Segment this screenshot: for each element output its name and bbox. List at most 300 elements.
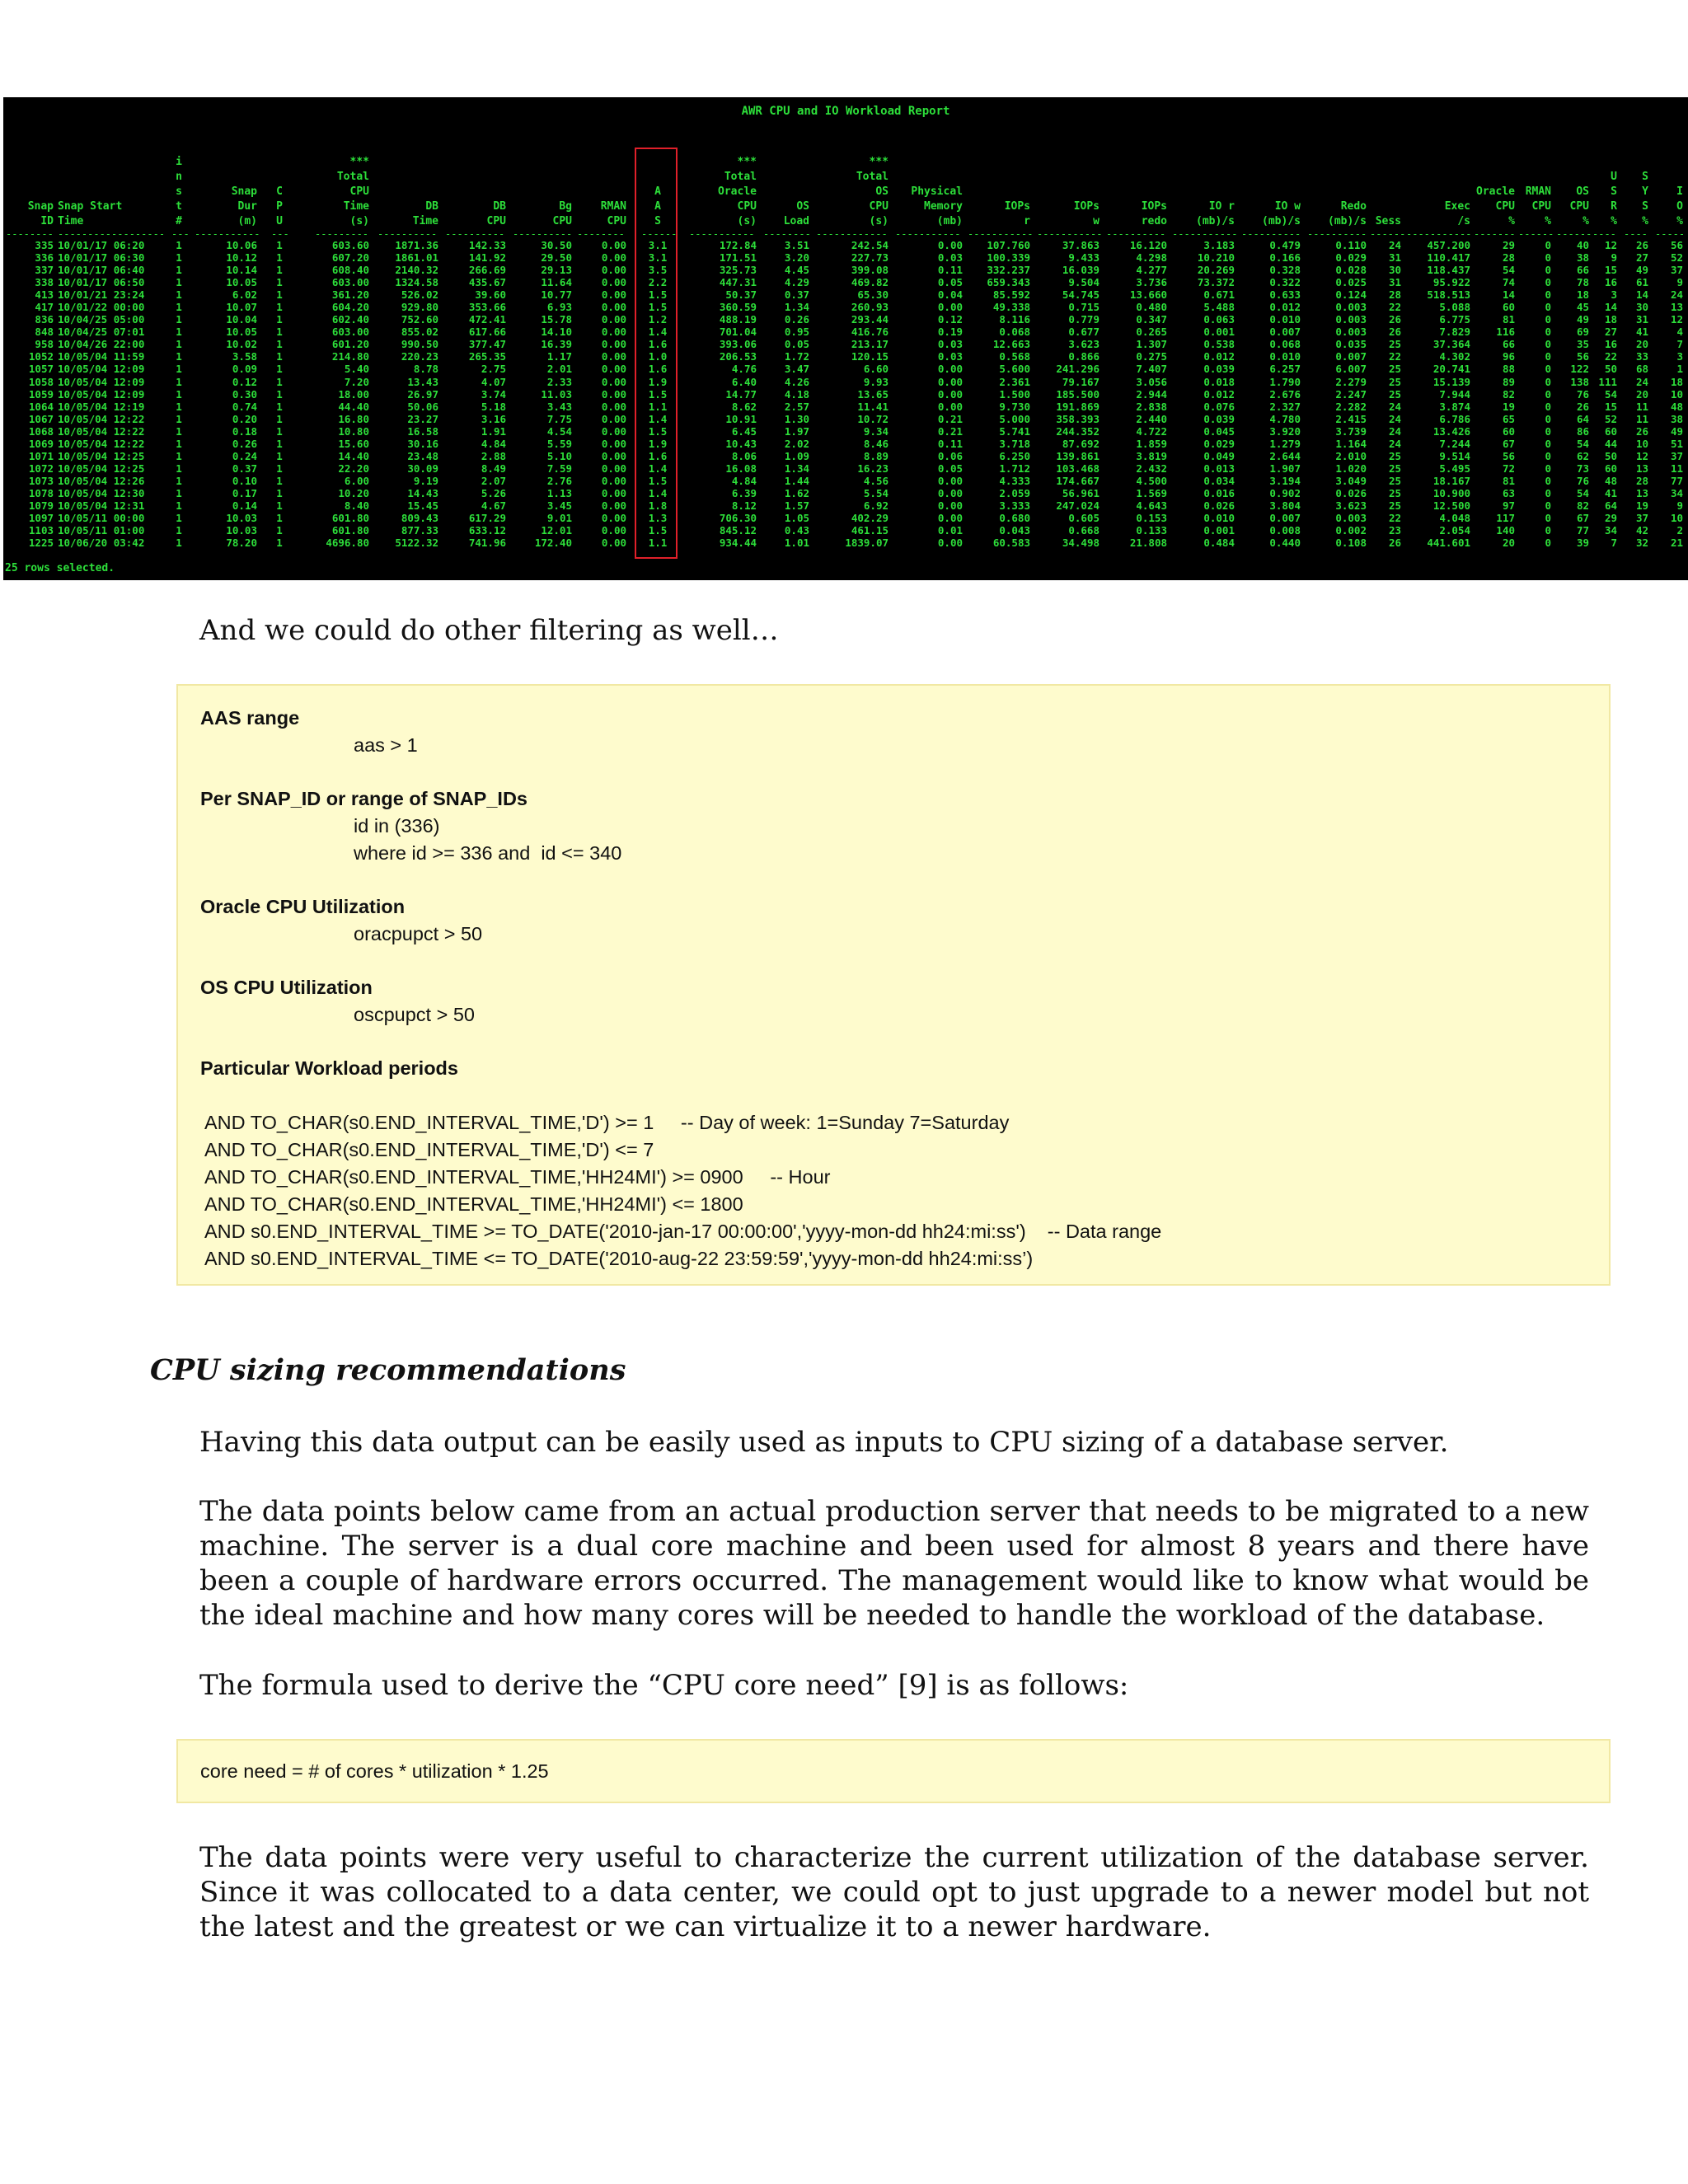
table-cell: 4.18: [784, 387, 809, 401]
table-cell: 1079: [28, 499, 54, 512]
table-cell: 4.780: [1269, 412, 1301, 425]
table-cell: 76: [1576, 387, 1589, 401]
table-cell: 0.076: [1203, 400, 1235, 413]
column-header: OS Load: [783, 200, 809, 227]
table-cell: 25: [1388, 363, 1401, 376]
table-cell: 0: [1545, 524, 1551, 537]
table-cell: 67: [1502, 437, 1515, 450]
table-cell: 1058: [28, 375, 54, 388]
table-cell: 10/05/04 12:22: [58, 412, 145, 425]
table-cell: 54: [1502, 264, 1515, 277]
table-cell: 37.364: [1432, 338, 1470, 351]
table-cell: 10/05/04 12:22: [58, 424, 145, 438]
table-cell: 2.75: [481, 363, 506, 376]
table-cell: 0.008: [1269, 524, 1301, 537]
table-cell: 260.93: [851, 301, 889, 314]
table-cell: 1.01: [784, 537, 809, 550]
table-cell: 8.62: [731, 400, 757, 413]
table-cell: 241.296: [1056, 363, 1100, 376]
table-cell: 48: [1670, 400, 1683, 413]
header-separator: -----------: [1037, 228, 1103, 240]
table-cell: 1.34: [784, 462, 809, 475]
table-cell: 2.279: [1335, 375, 1367, 388]
report-column: [1172, 140, 1238, 550]
intro-paragraph: And we could do other filtering as well…: [199, 614, 779, 647]
table-cell: 1: [276, 313, 283, 326]
table-cell: 2.01: [546, 363, 572, 376]
table-cell: 8.78: [413, 363, 438, 376]
table-cell: 7.944: [1439, 387, 1470, 401]
table-cell: 42: [1635, 524, 1648, 537]
report-column: [1241, 140, 1301, 549]
table-cell: 1.05: [784, 512, 809, 525]
table-cell: 12: [1670, 313, 1683, 326]
table-cell: 0: [1545, 387, 1551, 401]
table-cell: 10/05/11 01:00: [58, 524, 145, 537]
table-cell: 20: [1502, 537, 1515, 550]
table-cell: 10.04: [226, 313, 257, 326]
table-cell: 86: [1576, 424, 1589, 438]
table-cell: 1: [276, 400, 283, 413]
table-cell: 73: [1576, 462, 1589, 475]
table-cell: 9.34: [863, 424, 889, 438]
table-cell: 1: [276, 499, 283, 512]
table-cell: 0.028: [1335, 264, 1367, 277]
table-cell: 0.00: [601, 375, 626, 388]
table-cell: 10/05/04 12:30: [58, 486, 145, 499]
table-cell: 107.760: [987, 239, 1030, 251]
table-cell: 13: [1635, 486, 1648, 499]
table-cell: 21.808: [1129, 537, 1167, 550]
table-cell: 117: [1496, 512, 1515, 525]
table-cell: 0.05: [937, 276, 963, 289]
report-column: [271, 140, 288, 549]
table-cell: 139.861: [1056, 449, 1100, 462]
table-cell: 0.00: [601, 251, 626, 265]
table-cell: 29.50: [541, 251, 572, 265]
table-cell: 16.039: [1062, 264, 1100, 277]
table-cell: 2.247: [1335, 387, 1367, 401]
table-cell: 1: [276, 338, 283, 351]
table-cell: 15: [1604, 400, 1617, 413]
table-cell: 10.72: [857, 412, 889, 425]
table-cell: 74: [1502, 276, 1515, 289]
table-cell: 14: [1635, 288, 1648, 302]
table-cell: 1.4: [648, 412, 668, 425]
table-cell: 0.902: [1269, 486, 1301, 499]
table-cell: 10.91: [725, 412, 757, 425]
table-cell: 7.244: [1439, 437, 1470, 450]
table-cell: 361.20: [331, 288, 369, 302]
table-cell: 3.056: [1136, 375, 1167, 388]
table-cell: 4.84: [481, 437, 506, 450]
table-cell: 0.322: [1269, 276, 1301, 289]
table-cell: 10.900: [1432, 486, 1470, 499]
table-cell: 11: [1635, 400, 1648, 413]
table-cell: 62: [1576, 449, 1589, 462]
table-cell: 8.40: [344, 499, 369, 512]
table-cell: 6.250: [999, 449, 1030, 462]
snap-code-2: where id >= 336 and id <= 340: [354, 842, 622, 864]
table-cell: 24: [1635, 375, 1648, 388]
table-cell: 1: [276, 449, 283, 462]
table-cell: 358.393: [1056, 412, 1100, 425]
table-cell: 0.30: [232, 387, 257, 401]
workload-heading: Particular Workload periods: [200, 1057, 458, 1079]
column-header: Snap Start Time: [58, 200, 123, 227]
table-cell: 26: [1576, 400, 1589, 413]
table-cell: 14.40: [338, 449, 369, 462]
table-cell: 4: [1676, 326, 1683, 339]
table-cell: 325.73: [719, 264, 757, 277]
header-separator: ---------: [315, 228, 369, 240]
table-cell: 81: [1502, 474, 1515, 487]
table-cell: 0.003: [1335, 313, 1367, 326]
table-cell: 1: [176, 449, 182, 462]
table-cell: 7: [1676, 338, 1683, 351]
table-cell: 10/05/04 12:09: [58, 387, 145, 401]
column-header: OS CPU %: [1569, 185, 1589, 227]
table-cell: 10: [1670, 512, 1683, 525]
header-separator: --------: [577, 228, 625, 240]
table-cell: 809.43: [401, 512, 438, 525]
table-cell: 1: [276, 363, 283, 376]
table-cell: 1: [276, 239, 283, 251]
table-cell: 0.00: [937, 474, 963, 487]
table-cell: 0.26: [232, 437, 257, 450]
table-cell: 1.712: [999, 462, 1030, 475]
table-cell: 0: [1545, 462, 1551, 475]
table-cell: 0.00: [937, 512, 963, 525]
report-column: [968, 140, 1034, 550]
table-cell: 11: [1670, 462, 1683, 475]
table-cell: 37: [1670, 449, 1683, 462]
table-cell: 5.000: [999, 412, 1030, 425]
table-cell: 18: [1670, 375, 1683, 388]
table-cell: 1.6: [648, 363, 668, 376]
table-cell: 103.468: [1056, 462, 1100, 475]
column-header: Exec /s: [1444, 200, 1470, 227]
report-column: [1655, 140, 1686, 550]
table-cell: 6.39: [731, 486, 757, 499]
table-cell: 10/04/25 07:01: [58, 326, 145, 339]
table-cell: 3: [1676, 350, 1683, 363]
table-cell: 15: [1604, 264, 1617, 277]
table-cell: 4.45: [784, 264, 809, 277]
table-cell: 0.068: [999, 326, 1030, 339]
table-cell: 120.15: [851, 350, 889, 363]
table-cell: 65.30: [857, 288, 889, 302]
table-cell: 1.8: [648, 499, 668, 512]
table-cell: 140: [1496, 524, 1515, 537]
table-cell: 4.84: [731, 474, 757, 487]
table-cell: 16.23: [857, 462, 889, 475]
paragraph-1: Having this data output can be easily used as inputs to CPU sizing of a database server.: [199, 1426, 1449, 1459]
table-cell: 31: [1388, 276, 1401, 289]
table-cell: 0.045: [1203, 424, 1235, 438]
table-cell: 10.03: [226, 524, 257, 537]
table-cell: 0.21: [937, 412, 963, 425]
table-cell: 1.1: [648, 537, 668, 550]
table-cell: 393.06: [719, 338, 757, 351]
table-cell: 1.57: [784, 499, 809, 512]
table-cell: 1073: [28, 474, 54, 487]
table-cell: 2.415: [1335, 412, 1367, 425]
table-cell: 89: [1502, 375, 1515, 388]
table-cell: 25: [1388, 486, 1401, 499]
table-cell: 10.05: [226, 276, 257, 289]
table-cell: 0.680: [999, 512, 1030, 525]
table-cell: 0.00: [601, 301, 626, 314]
table-cell: 0.013: [1203, 462, 1235, 475]
table-cell: 7.75: [546, 412, 572, 425]
table-cell: 855.02: [401, 326, 438, 339]
column-header: DB CPU: [486, 200, 506, 227]
table-cell: 0.275: [1136, 350, 1167, 363]
table-cell: 0.37: [232, 462, 257, 475]
table-cell: 54.745: [1062, 288, 1100, 302]
table-cell: 1: [176, 338, 182, 351]
table-cell: 20: [1635, 387, 1648, 401]
table-cell: 3.920: [1269, 424, 1301, 438]
table-cell: 6.007: [1335, 363, 1367, 376]
table-cell: 1.790: [1269, 375, 1301, 388]
table-cell: 0.605: [1068, 512, 1100, 525]
table-cell: 142.33: [468, 239, 506, 251]
table-cell: 18: [1604, 313, 1617, 326]
table-cell: 0.01: [937, 524, 963, 537]
table-cell: 64: [1576, 412, 1589, 425]
table-cell: 31: [1635, 313, 1648, 326]
table-cell: 0.012: [1269, 301, 1301, 314]
table-cell: 0.00: [937, 387, 963, 401]
table-cell: 1052: [28, 350, 54, 363]
table-cell: 0.010: [1203, 512, 1235, 525]
table-cell: 1.020: [1335, 462, 1367, 475]
table-cell: 10/05/04 12:22: [58, 437, 145, 450]
table-cell: 0.010: [1269, 313, 1301, 326]
table-cell: 1: [176, 363, 182, 376]
table-cell: 2.440: [1136, 412, 1167, 425]
table-cell: 14: [1604, 301, 1617, 314]
header-separator: ----------: [1241, 228, 1301, 240]
table-cell: 0.479: [1269, 239, 1301, 251]
table-cell: 50.06: [407, 400, 438, 413]
table-cell: 604.20: [331, 301, 369, 314]
table-cell: 0: [1545, 313, 1551, 326]
table-cell: 10.77: [541, 288, 572, 302]
report-column: [195, 140, 260, 550]
table-cell: 7.59: [546, 462, 572, 475]
table-cell: 10/04/25 05:00: [58, 313, 145, 326]
table-cell: 10/04/26 22:00: [58, 338, 145, 351]
table-cell: 3.739: [1335, 424, 1367, 438]
table-cell: 0: [1545, 239, 1551, 251]
table-cell: 7.407: [1136, 363, 1167, 376]
table-cell: 2.327: [1269, 400, 1301, 413]
report-column: [1406, 140, 1470, 549]
table-cell: 22: [1388, 301, 1401, 314]
table-cell: 66: [1576, 264, 1589, 277]
table-cell: 0.00: [601, 424, 626, 438]
table-cell: 836: [35, 313, 54, 326]
table-cell: 15.60: [338, 437, 369, 450]
table-cell: 0.00: [601, 239, 626, 251]
table-cell: 8.06: [731, 449, 757, 462]
table-cell: 14.10: [541, 326, 572, 339]
table-cell: 1: [276, 375, 283, 388]
table-cell: 1.5: [648, 474, 668, 487]
table-cell: 1: [276, 288, 283, 302]
table-cell: 1.72: [784, 350, 809, 363]
table-cell: 2.644: [1269, 449, 1301, 462]
table-cell: 26: [1388, 537, 1401, 550]
table-cell: 191.869: [1056, 400, 1100, 413]
table-cell: 12: [1635, 449, 1648, 462]
table-cell: 1.5: [648, 524, 668, 537]
table-cell: 293.44: [851, 313, 889, 326]
table-cell: 1: [276, 486, 283, 499]
table-cell: 220.23: [401, 350, 438, 363]
table-cell: 2.054: [1439, 524, 1470, 537]
table-cell: 54: [1576, 486, 1589, 499]
table-cell: 15.139: [1432, 375, 1470, 388]
aas-column-highlight: [635, 148, 678, 559]
table-cell: 0.043: [999, 524, 1030, 537]
table-cell: 10/01/17 06:20: [58, 239, 145, 251]
table-cell: 0.002: [1335, 524, 1367, 537]
table-cell: 1.0: [648, 350, 668, 363]
table-cell: 1: [176, 486, 182, 499]
table-cell: 1.6: [648, 449, 668, 462]
column-header: Sess: [1375, 215, 1401, 227]
table-cell: 0.00: [601, 537, 626, 550]
header-separator: ----: [1592, 228, 1616, 240]
report-column: [171, 140, 190, 550]
table-cell: 68: [1635, 363, 1648, 376]
table-cell: 435.67: [468, 276, 506, 289]
table-cell: 3.5: [648, 264, 668, 277]
table-cell: 138: [1570, 375, 1589, 388]
column-header: I O %: [1676, 185, 1683, 227]
table-cell: 0.74: [232, 400, 257, 413]
table-cell: 29: [1604, 512, 1617, 525]
table-cell: 1.279: [1269, 437, 1301, 450]
table-cell: 1: [276, 264, 283, 277]
table-cell: 10.06: [226, 239, 257, 251]
table-cell: 0.003: [1335, 301, 1367, 314]
table-cell: 13.426: [1432, 424, 1470, 438]
table-cell: 79.167: [1062, 375, 1100, 388]
table-cell: 26: [1635, 424, 1648, 438]
table-cell: 22: [1388, 512, 1401, 525]
table-cell: 27: [1635, 251, 1648, 265]
table-cell: 0.11: [937, 264, 963, 277]
table-cell: 32: [1635, 537, 1648, 550]
column-header: RMAN CPU: [600, 200, 626, 227]
table-cell: 2.010: [1335, 449, 1367, 462]
header-separator: --------: [6, 228, 54, 240]
header-separator: ----------: [1307, 228, 1367, 240]
table-cell: 30.50: [541, 239, 572, 251]
table-cell: 9: [1676, 499, 1683, 512]
table-cell: 0.04: [937, 288, 963, 302]
column-header: A A S: [654, 185, 661, 227]
table-cell: 2.57: [784, 400, 809, 413]
table-cell: 0.05: [784, 338, 809, 351]
table-cell: 10.12: [226, 251, 257, 265]
table-cell: 1.5: [648, 424, 668, 438]
table-cell: 54: [1576, 437, 1589, 450]
table-cell: 111: [1598, 375, 1617, 388]
table-cell: 1: [176, 512, 182, 525]
header-separator: ---: [271, 228, 289, 240]
workload-line: AND TO_CHAR(s0.END_INTERVAL_TIME,'HH24MI') <= 1800: [204, 1193, 743, 1215]
table-cell: 49: [1576, 313, 1589, 326]
table-cell: 0: [1545, 412, 1551, 425]
table-cell: 16.58: [407, 424, 438, 438]
table-cell: 50.37: [725, 288, 757, 302]
table-cell: 20.741: [1432, 363, 1470, 376]
table-cell: 336: [35, 251, 54, 265]
table-cell: 1.44: [784, 474, 809, 487]
table-cell: 0: [1545, 499, 1551, 512]
table-cell: 23.27: [407, 412, 438, 425]
table-cell: 1.5: [648, 288, 668, 302]
table-cell: 13.65: [857, 387, 889, 401]
table-cell: 0.95: [784, 326, 809, 339]
table-cell: 2.33: [546, 375, 572, 388]
table-cell: 4.54: [546, 424, 572, 438]
column-header: IOPs redo: [1141, 200, 1167, 227]
table-cell: 1.5: [648, 387, 668, 401]
table-cell: 45: [1576, 301, 1589, 314]
table-cell: 0.24: [232, 449, 257, 462]
table-cell: 958: [35, 338, 54, 351]
report-column: [6, 140, 54, 549]
table-cell: 617.29: [468, 512, 506, 525]
table-cell: 10/05/04 12:31: [58, 499, 145, 512]
table-cell: 1.13: [546, 486, 572, 499]
table-cell: 0: [1545, 350, 1551, 363]
table-cell: 0: [1545, 326, 1551, 339]
table-cell: 174.667: [1056, 474, 1100, 487]
table-cell: 0.010: [1269, 350, 1301, 363]
table-cell: 353.66: [468, 301, 506, 314]
table-cell: 5.088: [1439, 301, 1470, 314]
table-cell: 2.76: [546, 474, 572, 487]
table-cell: 1: [176, 474, 182, 487]
table-cell: 9.19: [413, 474, 438, 487]
table-cell: 1057: [28, 363, 54, 376]
table-cell: 10/01/17 06:50: [58, 276, 145, 289]
table-cell: 13.43: [407, 375, 438, 388]
table-cell: 0.003: [1335, 326, 1367, 339]
table-cell: 8.116: [999, 313, 1030, 326]
table-cell: 5.741: [999, 424, 1030, 438]
table-cell: 1: [176, 326, 182, 339]
header-separator: ----: [1624, 228, 1648, 240]
table-cell: 88: [1502, 363, 1515, 376]
table-cell: 13: [1635, 462, 1648, 475]
table-cell: 0.00: [937, 499, 963, 512]
table-cell: 0.166: [1269, 251, 1301, 265]
table-cell: 7.20: [344, 375, 369, 388]
table-cell: 0.029: [1203, 437, 1235, 450]
table-cell: 18.00: [338, 387, 369, 401]
table-cell: 0.17: [232, 486, 257, 499]
table-cell: 26: [1388, 313, 1401, 326]
